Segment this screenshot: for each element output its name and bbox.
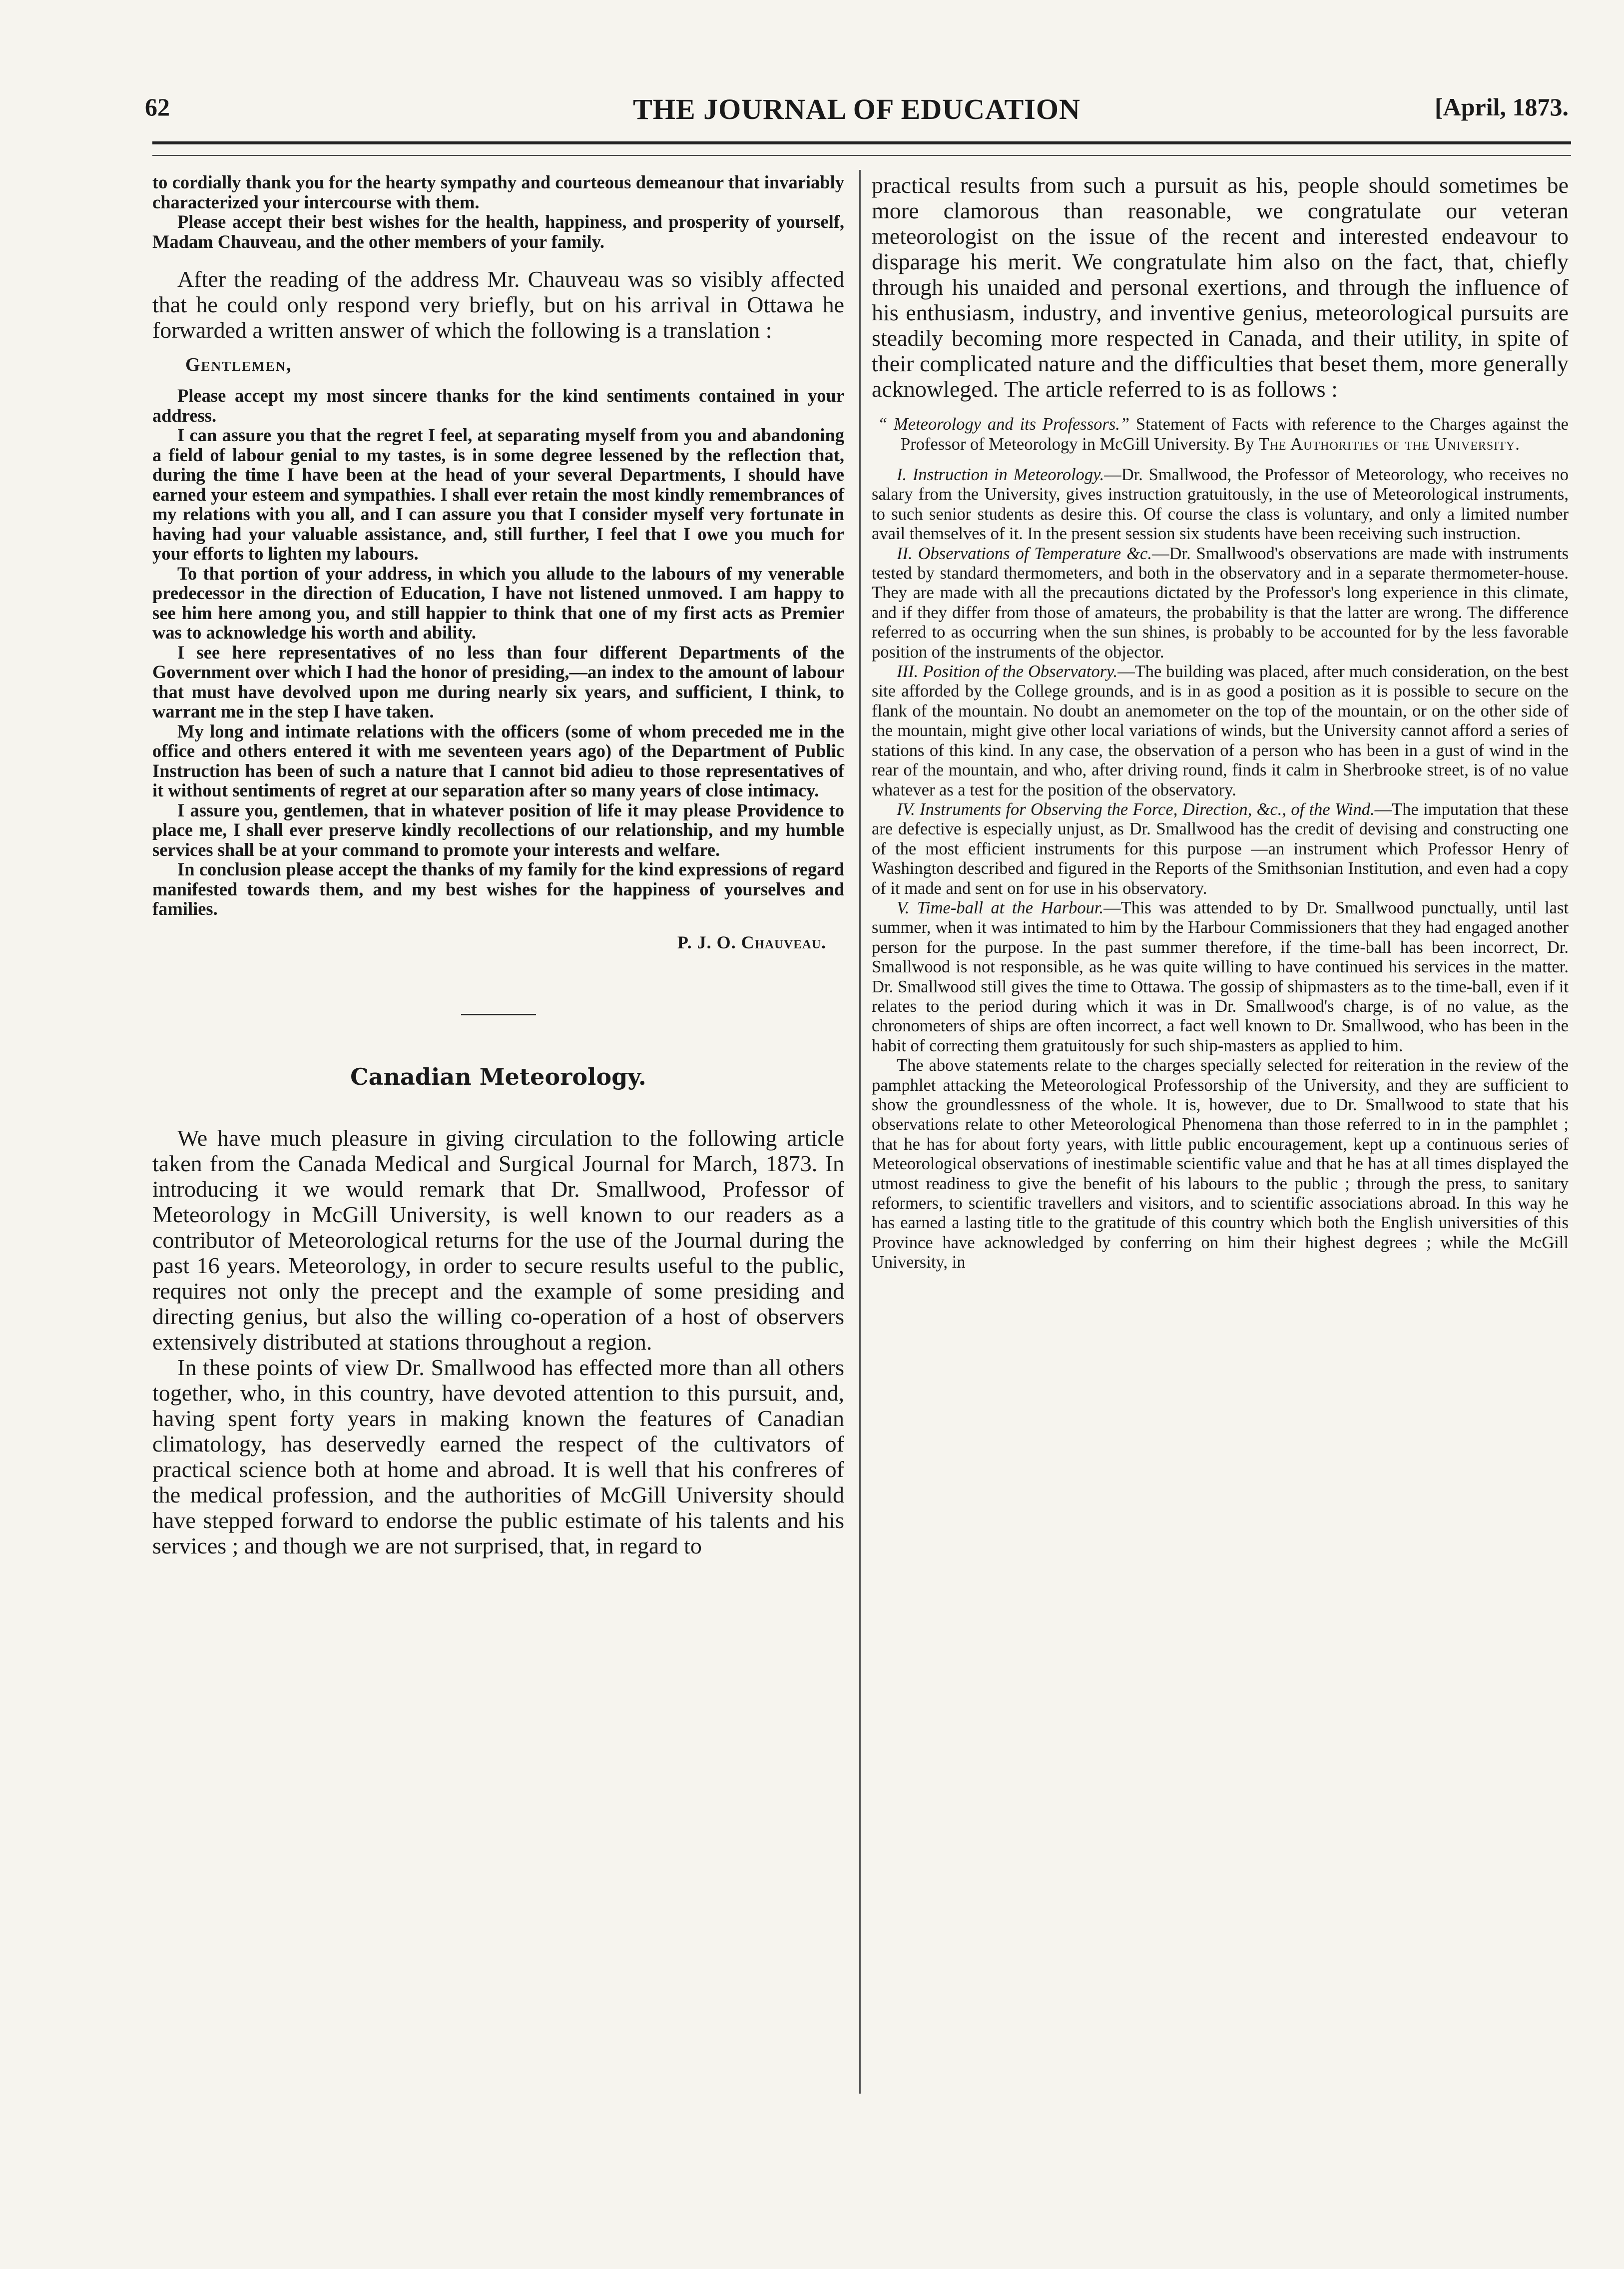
letter-paragraph: I can assure you that the regret I feel, at separating myself from you and abandoning a field of labour genial to my tastes, is in some degree lessened by the reflection that, during the time I have been at the head of your several Departments, I should have earned your esteem and sympathies. I shall ever retain the most kindly remembrances of my relations with you all, and I can assure you that I consider myself very fortunate in having had your valuable assistance, and, still further, I feel that I owe you much for your efforts to lighten my labours. — [152, 425, 844, 564]
running-head — [145, 92, 1569, 137]
closing-paragraph: The above statements relate to the charges specially selected for reiteration in the review of the pamphlet attacking the Meteorological Professorship of the University, and they are sufficient to show the groundlessness of the whole. It is, however, due to Dr. Smallwood to state that his observations relate to other Meteorological Phenomena than those referred to in in the pamphlet ; that he has for about forty years, with little public encouragement, kept up a continuous series of Meteorological observations of inestimable scientific value and that he has at all times displayed the utmost readiness to give the benefit of his labours to the public ; through the press, to sanitary reformers, to scientific travellers and visitors, and to scientific associations abroad. In this way he has earned a lasting title to the gratitude of this country which both the English universities of this Province have acknowledged by conferring on him their highest degrees ; while the McGill University, in — [872, 1056, 1569, 1272]
column-divider — [859, 170, 861, 2094]
letter-paragraph: I assure you, gentlemen, that in whatever position of life it may please Providence to place me, I shall ever preserve kindly recollections of our relationship, and my humble services shall be at your command to promote your interests and welfare. — [152, 799, 844, 860]
article-paragraph: practical results from such a pursuit as his, people should sometimes be more clamorous than reasonable, we congratulate our veteran meteorologist on the issue of the recent and interested endeavour to disparage his merit. We congratulate him also on the fact, that, chiefly through his unaided and personal exertions, and through the influence of his enthusiasm, industry, and inventive genius, meteorological pursuits are steadily becoming more respected in Canada, and their utility, in spite of their complicated nature and the difficulties that beset them, more generally acknowleged. The article referred to is as follows : — [872, 172, 1569, 402]
item-text: —The building was placed, after much consideration, on the best site afforded by the College grounds, and is in as good a position as it is possible to secure on the flank of the mountain. No doubt an anemometer on the top of the mountain, or on the other side of the mountain, might give other local variations of winds, but the University cannot afford a series of stations of this kind. In any case, the observation of a person who has been in a gust of wind in the rear of the mountain, and who, after driving round, finds it calm in Sherbrooke street, is of no value whatever as a test for the position of the observatory. — [872, 662, 1569, 799]
issue-date: [April, 1873. — [1434, 93, 1569, 121]
quote-authority: The Authorities of the University. — [1258, 434, 1520, 454]
item-text: —The imputation that these are defective is especially unjust, as Dr. Smallwood has the credit of devising and constructing one of the most efficient instruments for this purpose —an instrument which Professor Henry of Washington described and figured in the Reports of the Smithsonian Institution, and even had a copy of it made and sent on for use in his observatory. — [872, 799, 1569, 898]
statement-item — [872, 898, 1569, 1056]
quoted-document-title — [872, 415, 1569, 454]
letter-paragraph: Please accept my most sincere thanks for the kind sentiments contained in your address. — [152, 385, 844, 426]
reply-letter — [152, 386, 844, 919]
item-text: —Dr. Smallwood, the Professor of Meteorology, who receives no salary from the University, gives instruction gratuitously, in the use of Meteorological instruments, to such senior students as desire this. Of course the class is voluntary, and only a limited number avail themselves of it. In the present session six students have been receiving such instruction. — [872, 465, 1569, 544]
address-paragraph: to cordially thank you for the hearty sympathy and courteous demeanour that invariably characterized your intercourse with them. — [152, 172, 844, 212]
letter-paragraph: To that portion of your address, in which you allude to the labours of my venerable predecessor in the direction of Education, I have not listened unmoved. I am happy to see him here among you, and still happier to think that one of my first acts as Premier was to acknowledge his worth and ability. — [152, 563, 844, 643]
statement-item — [872, 662, 1569, 800]
reply-introduction: After the reading of the address Mr. Chauveau was so visibly affected that he could only respond very briefly, but on his arrival in Ottawa he forwarded a written answer of which the following is a translation : — [152, 266, 844, 343]
item-label: III. Position of the Observatory. — [897, 662, 1118, 682]
header-rule-thin — [152, 155, 1571, 156]
article-paragraph: In these points of view Dr. Smallwood has effected more than all others together, who, in this country, have devoted attention to this pursuit, and, having spent forty years in making known the features of Canadian climatology, has deservedly earned the respect of the cultivators of practical science both at home and abroad. It is well that his confreres of the medical profession, and the authorities of McGill University should have stepped forward to endorse the public estimate of his talents and his services ; and though we are not surprised, that, in regard to — [152, 1354, 844, 1558]
quote-title: “ Meteorology and its Professors.” — [878, 415, 1130, 434]
section-heading: Canadian Meteorology. — [350, 1063, 646, 1090]
letter-signature: P. J. O. Chauveau. — [677, 932, 826, 952]
item-label: IV. Instruments for Observing the Force, Direction, &c., of the Wind. — [897, 799, 1375, 819]
item-text: —This was attended to by Dr. Smallwood punctually, until last summer, when it was intimated to him by the Harbour Commissioners that they had engaged another person for the purpose. In the past summer therefore, if the time-ball has been incorrect, Dr. Smallwood is not responsible, as he was quite willing to have continued his services in the matter. Dr. Smallwood still gives the time to Ottawa. The gossip of shipmasters as to the time-ball, even if it relates to the period during which it was in Dr. Smallwood's charge, is of no value, as the chronometers of ships are often incorrect, a fact well known to Dr. Smallwood, who has been in the habit of correcting them gratuitously for such ship-masters as applied to him. — [872, 898, 1569, 1055]
right-column — [872, 172, 1569, 1273]
journal-title: THE JOURNAL OF EDUCATION — [633, 93, 1081, 125]
left-column — [152, 172, 844, 1558]
header-rule-thick — [152, 141, 1571, 144]
statement-items — [872, 465, 1569, 1056]
item-label: II. Observations of Temperature &c. — [897, 544, 1152, 563]
item-label: I. Instruction in Meteorology. — [897, 465, 1104, 484]
letter-paragraph: I see here representatives of no less than four different Departments of the Government over which I had the honor of presiding,—an index to the amount of labour that must have devolved upon me during nearly six years, and sufficient, I think, to warrant me in the step I have taken. — [152, 642, 844, 722]
statement-item — [872, 800, 1569, 898]
article-paragraph: We have much pleasure in giving circulation to the following article taken from the Canada Medical and Surgical Journal for March, 1873. In introducing it we would remark that Dr. Smallwood, Professor of Meteorology in McGill University, is well known to our readers as a contributor of Meteorological returns for the use of the Journal during the past 16 years. Meteorology, in order to secure results useful to the public, requires not only the precept and the example of some presiding and directing genius, but also the willing co-operation of a host of observers extensively distributed at stations throughout a region. — [152, 1125, 844, 1355]
statement-item — [872, 465, 1569, 544]
letter-paragraph: My long and intimate relations with the officers (some of whom preceded me in the office and others entered it with me seventeen years ago) of the Department of Public Instruction has been of such a nature that I cannot bid adieu to those representatives of it without sentiments of regret at our separation after so many years of close intimacy. — [152, 721, 844, 800]
section-separator — [461, 1014, 536, 1015]
address-paragraph: Please accept their best wishes for the health, happiness, and prosperity of yourself, Madam Chauveau, and the other members of your family. — [152, 211, 844, 252]
letter-greeting: Gentlemen, — [185, 354, 292, 375]
letter-paragraph: In conclusion please accept the thanks of my family for the kind expressions of regard manifested towards them, and my best wishes for the happiness of yourselves and families. — [152, 859, 844, 919]
item-label: V. Time-ball at the Harbour. — [897, 898, 1104, 917]
quote-description: Statement of Facts with reference to the Charges against the Professor of Meteorology in McGill University. By — [901, 415, 1569, 454]
statement-item — [872, 544, 1569, 662]
page-number: 62 — [145, 93, 170, 121]
item-text: —Dr. Smallwood's observations are made with instruments tested by standard thermometers, and both in the observatory and in a separate thermometer-house. They are made with all the precautions dictated by the Professor's long experience in this climate, and if they differ from those of amateurs, the probability is that the latter are wrong. The difference referred to as occurring when the sun shines, is probably to be accounted for by the less favorable position of the instruments of the objector. — [872, 544, 1569, 662]
